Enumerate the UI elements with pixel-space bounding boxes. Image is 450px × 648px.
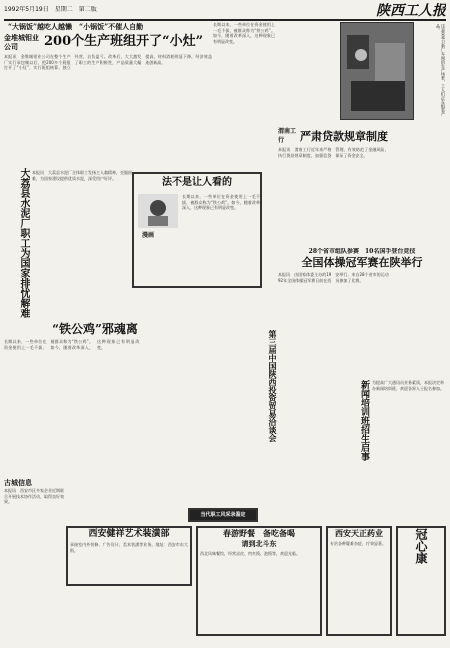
column-text: 长期以来，一些单位在资金使用上一毛不拔，被群众称为“铁公鸡”。如今，随着改革深入，这种现象已有明显改变。 (213, 22, 275, 44)
factory-photo (341, 23, 414, 120)
right-top-story (278, 126, 446, 246)
right-ad-body: 专治各种疑难杂症，疗效显著。 (330, 541, 386, 546)
ad-right (326, 526, 392, 636)
cartoon-title: 法不是让人看的 (162, 177, 232, 188)
sports-title: 全国体操冠军赛在陕举行 (301, 256, 423, 269)
right-ad-title: 西安天正药业 (335, 528, 383, 538)
lead-body: 本报讯 金堆城钼业公司在整个生产厂实行承包制以后，把200多个班组打开了“小灶”，实行班组核算、独立经营，自负盈亏。改革后，大大激发了职工的生产积极性，产品质量大幅提高，材料消耗明显下降，经济效益连创新高。 (4, 54, 212, 71)
info-title: 古城信息 (4, 478, 32, 487)
header-rule (4, 19, 446, 21)
lead-subtitle: 金堆城钼业公司 (4, 33, 39, 51)
right-title: 严肃贷款规章制度 (300, 130, 388, 143)
masthead: 陕西工人报 (376, 3, 446, 19)
cartoon-drawing (138, 194, 178, 228)
side-title: 大荔县水泥厂职工为国家排忧解难 (18, 168, 29, 318)
sports-kicker: 28个省市组队参赛 10名国手登台竞技 (308, 248, 416, 255)
training-title: 新闻培训班招生启事 (359, 380, 369, 461)
tiegongji-story (4, 322, 186, 472)
ad-art-school (66, 526, 192, 586)
cartoon-label: 漫画 (142, 232, 155, 239)
recruit-body: 西北风味餐馆，经营凉皮、肉夹馍、泡馍等，欢迎光临。 (200, 551, 300, 556)
training-body: 为提高广大通讯员业务素质，本报决定举办新闻培训班，欢迎各界人士报名参加。 (372, 380, 444, 391)
art-school-title: 西安健祥艺术装潢部 (88, 529, 170, 539)
ad-corner (396, 526, 446, 636)
recruit-title: 春游野餐 备吃备喝 (223, 528, 295, 538)
right-body: 本报讯 渭南工行近年来严格执行贷款规章制度，加强信贷管理，有效防范了金融风险，保证了资金安全。 (278, 147, 389, 158)
right-kicker: 渭南工行 (278, 128, 297, 144)
info-body: 本报讯 西安市区多家企业近期联合开展技术协作活动，取得良好效果。 (4, 488, 64, 505)
recruit-sub: 请到北斗东 (241, 539, 277, 548)
tiegongji-body: 长期以来，一些单位在资金使用上一毛不拔，被群众称为“铁公鸡”。如今，随着改革深入，这种现象已有明显改变。 (4, 339, 140, 350)
cartoon-box (132, 172, 262, 288)
photo (340, 22, 414, 120)
art-school-body: 承接室内外装修、广告设计、美术装潢等业务。地址：西安市东大街。 (70, 542, 188, 553)
lead-kicker: “大锅饭”越吃人越懒 “小锅饭”不催人自勤 (8, 22, 144, 31)
photo-caption: 这是荣华卫新厂车间的生产场景，工人们正在组装产品。 (436, 24, 446, 116)
sports-body: 本报讯 由国家体委主办的1992年全国体操冠军赛日前在西安举行，来自28个省市的运动员参加了比赛。 (278, 272, 389, 283)
vertical-ad: 第三届中国陕西投资贸易洽谈会 (268, 330, 278, 442)
side-body: 本报讯 大荔县水泥厂全体职工发扬主人翁精神，克服困难，为国家建设提供优质水泥，深受用户好评。 (32, 170, 132, 181)
info-column (4, 478, 64, 578)
tiegongji-title: “铁公鸡”邪魂离 (52, 322, 138, 336)
corner-title: 冠心康 (414, 528, 428, 564)
lead-title: 200个生产班组开了“小灶” (44, 34, 204, 49)
party-badge: 当代职工风采录鉴定 (188, 508, 258, 522)
sports-story (278, 248, 446, 352)
date-line: 1992年5月19日 星期二 第二版 (4, 6, 97, 13)
training-notice (350, 380, 446, 490)
cartoon-text: 长期以来，一些单位在资金使用上一毛不拔，被群众称为“铁公鸡”。如今，随着改革深入，这种现象已有明显改变。 (182, 194, 260, 211)
ad-recruit (196, 526, 322, 636)
lead-story (4, 22, 212, 122)
